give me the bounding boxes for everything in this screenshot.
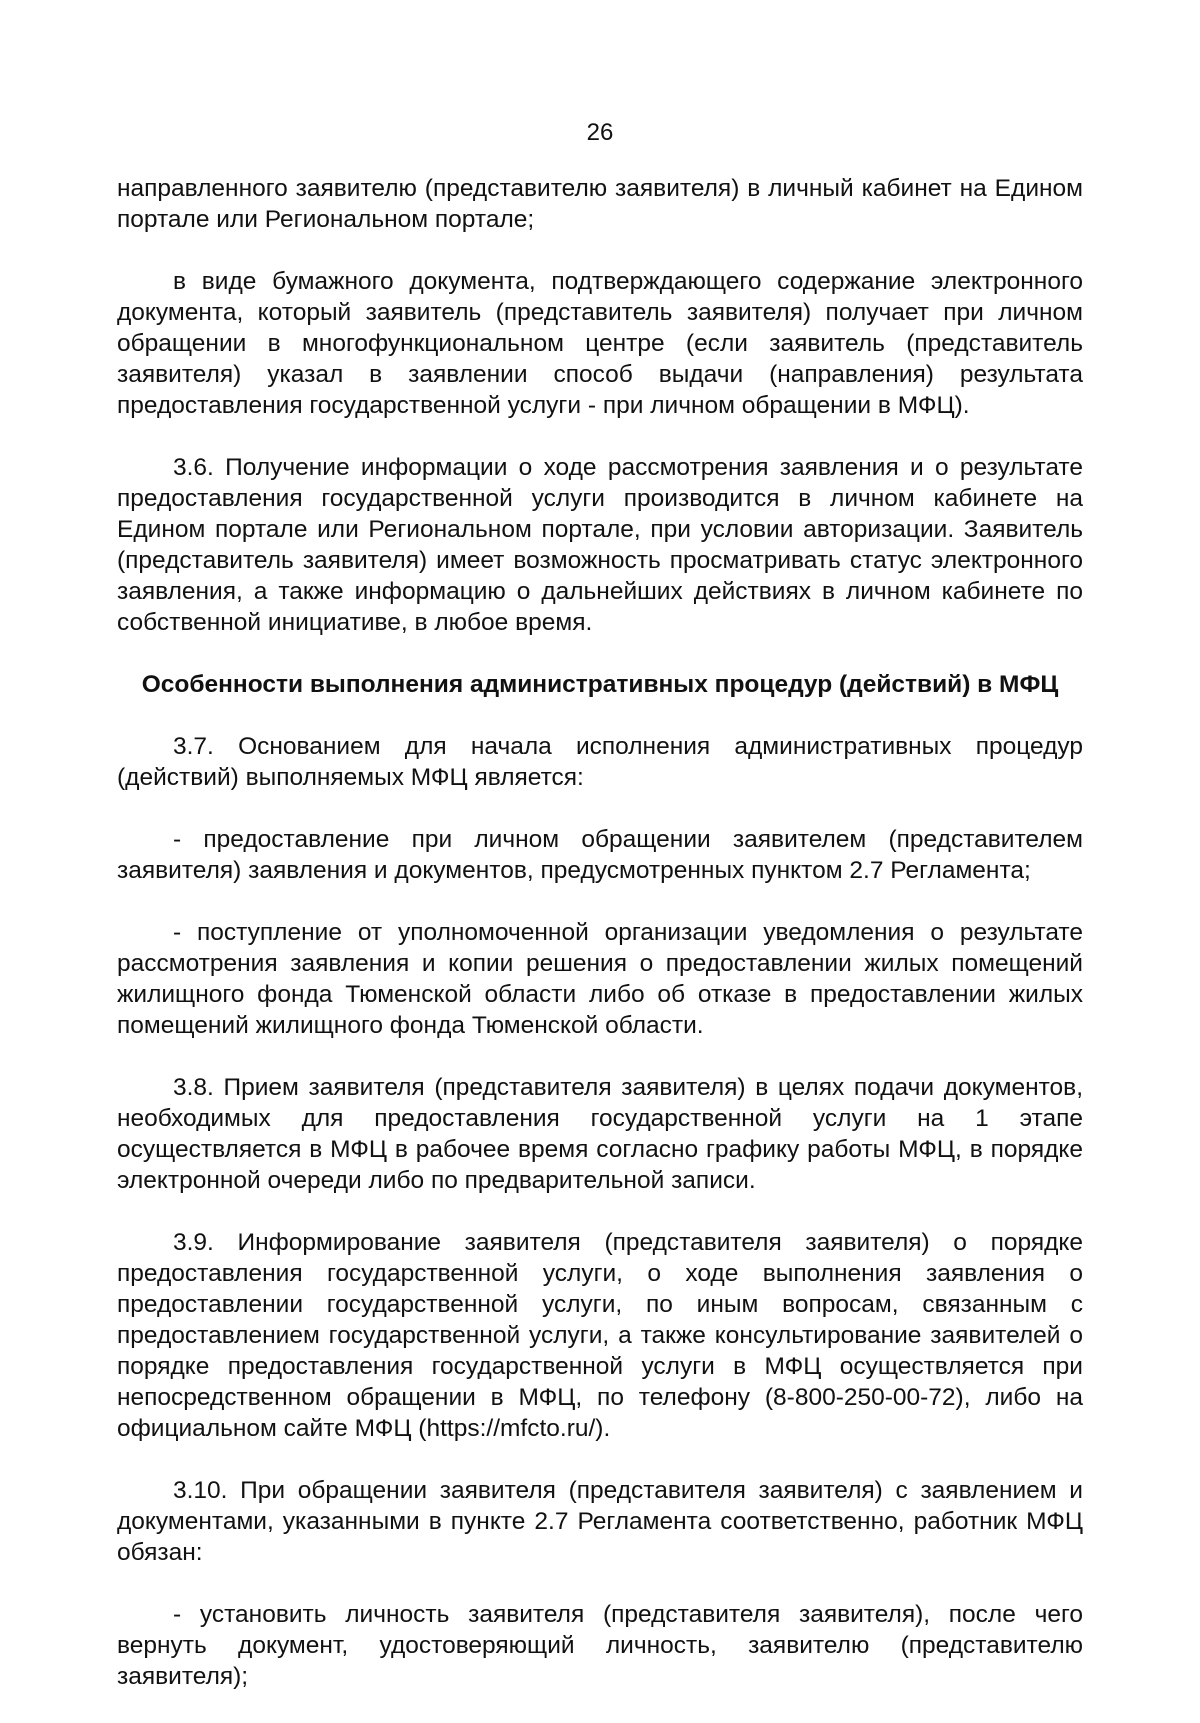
page-number: 26 — [586, 119, 614, 146]
paragraph-3-7: 3.7. Основанием для начала исполнения административных процедур (действий) выполняемых МФЦ является: — [117, 733, 1083, 791]
paragraph-3-6: 3.6. Получение информации о ходе рассмотрения заявления и о результате предоставления государственной услуги производится в личном кабинете на Едином портале или Региональном портале, при условии авторизации. Заявитель (представитель заявителя) имеет возможность просматривать статус электронного заявления, а также информацию о дальнейших действиях в личном кабинете по собственной инициативе, в любое время. — [117, 454, 1083, 636]
list-item-notification: - поступление от уполномоченной организации уведомления о результате рассмотрения заявления и копии решения о предоставлении жилых помещений жилищного фонда Тюменской области либо об отказе в предоставлении жилых помещений жилищного фонда Тюменской области. — [117, 919, 1083, 1039]
paragraph-3-8: 3.8. Прием заявителя (представителя заявителя) в целях подачи документов, необходимых для предоставления государственной услуги на 1 этапе осуществляется в МФЦ в рабочее время согласно графику работы МФЦ, в порядке электронной очереди либо по предварительной записи. — [117, 1074, 1083, 1194]
paragraph-3-10: 3.10. При обращении заявителя (представителя заявителя) с заявлением и документами, указанными в пункте 2.7 Регламента соответственно, работник МФЦ обязан: — [117, 1477, 1083, 1566]
paragraph-paper-document: в виде бумажного документа, подтверждающего содержание электронного документа, который заявитель (представитель заявителя) получает при личном обращении в многофункциональном центре (если заявитель (представитель заявителя) указал в заявлении способ выдачи (направления) результата предоставления государственной услуги - при личном обращении в МФЦ). — [117, 268, 1083, 419]
paragraph-3-9: 3.9. Информирование заявителя (представителя заявителя) о порядке предоставления государственной услуги, о ходе выполнения заявления о предоставлении государственной услуги, по иным вопросам, связанным с предоставлением государственной услуги, а также консультирование заявителей о порядке предоставления государственной услуги в МФЦ осуществляется при непосредственном обращении в МФЦ, по телефону (8-800-250-00-72), либо на официальном сайте МФЦ (https://mfcto.ru/). — [117, 1229, 1083, 1442]
list-item-application: - предоставление при личном обращении заявителем (представителем заявителя) заявления и документов, предусмотренных пунктом 2.7 Регламента; — [117, 826, 1083, 884]
paragraph-continuation: направленного заявителю (представителю заявителя) в личный кабинет на Едином портале или Региональном портале; — [117, 175, 1083, 233]
section-heading: Особенности выполнения административных процедур (действий) в МФЦ — [141, 671, 1059, 698]
list-item-identity: - установить личность заявителя (представителя заявителя), после чего вернуть документ, удостоверяющий личность, заявителю (представителю заявителя); — [117, 1601, 1083, 1690]
document-body — [117, 173, 1083, 1723]
